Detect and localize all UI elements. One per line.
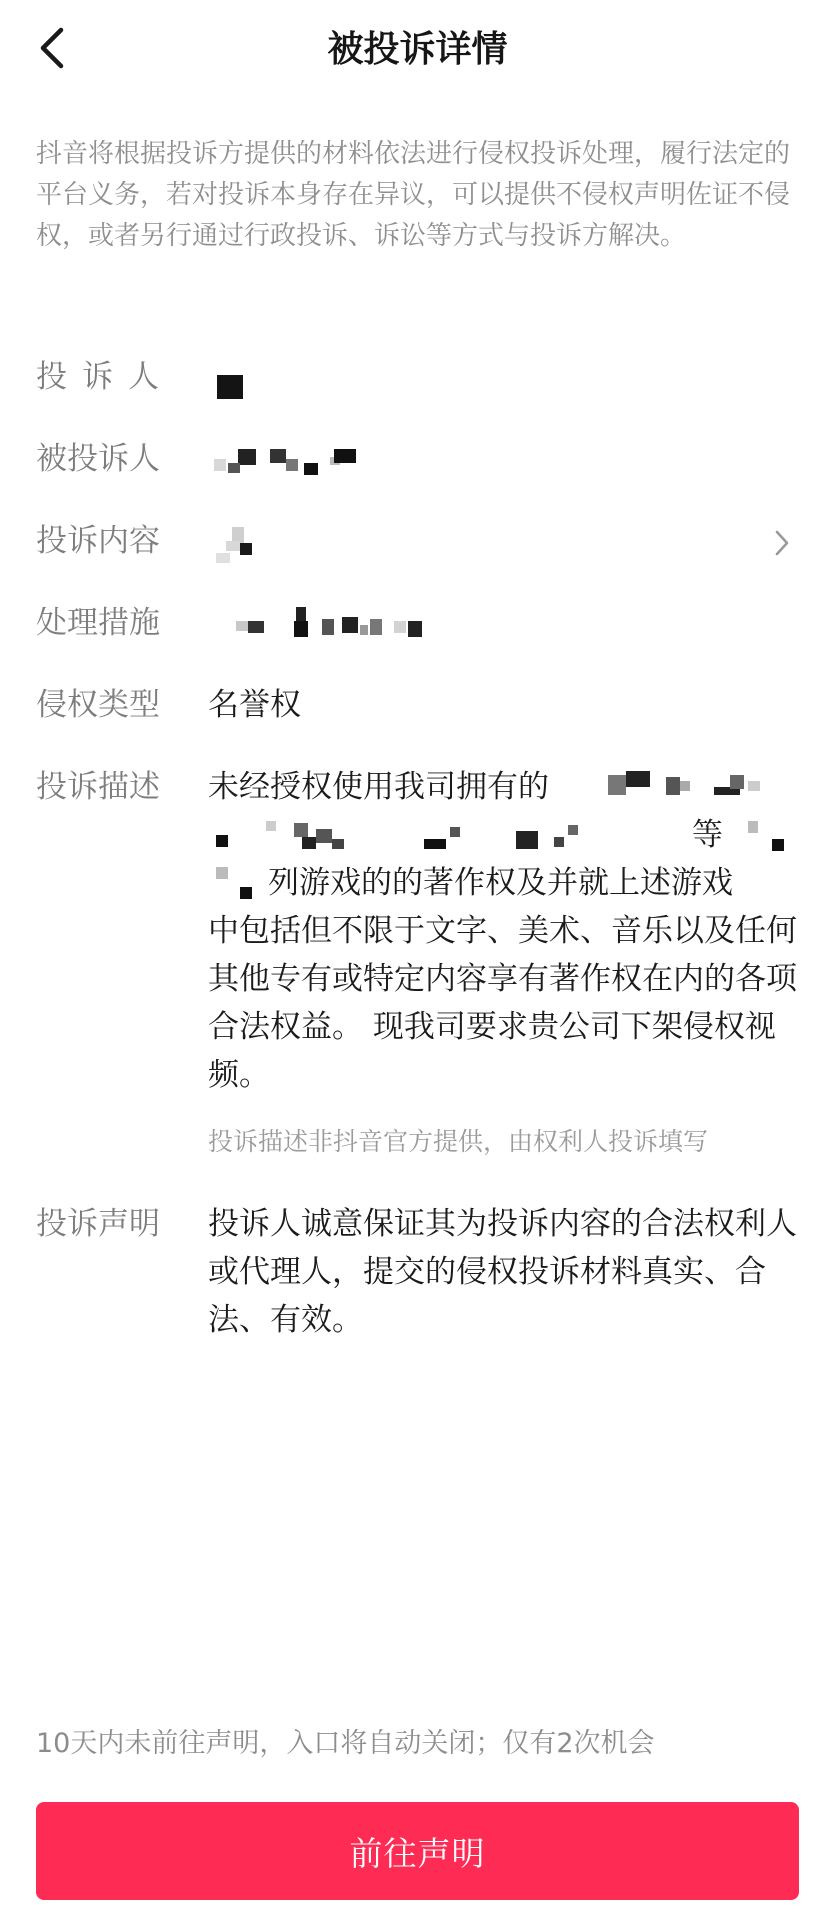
go-declare-label: 前往声明 [349, 1833, 486, 1873]
description-line-3: 列游戏的的著作权及并就上述游戏 [268, 865, 733, 901]
measures-redacted [236, 607, 456, 647]
respondent-redacted [208, 449, 428, 479]
complaint-content-row[interactable] [36, 517, 806, 569]
header-bar [0, 0, 835, 100]
description-body: 中包括但不限于文字、美术、音乐以及任何其他专有或特定内容享有著作权在内的各项合法权益。 现我司要求贵公司下架侵权视频。 [208, 913, 797, 1093]
measures-row [36, 599, 806, 647]
footer-hint: 10天内未前往声明，入口将自动关闭；仅有2次机会 [36, 1728, 655, 1759]
complaint-statement-row [36, 1200, 806, 1350]
go-declare-button[interactable] [36, 1802, 799, 1900]
complainant-label: 投诉人 [36, 359, 174, 395]
description-note: 投诉描述非抖音官方提供，由权利人投诉填写 [208, 1127, 709, 1156]
respondent-row [36, 435, 806, 483]
chevron-right-icon [770, 529, 794, 557]
infringement-type-value: 名誉权 [208, 687, 301, 723]
complainant-row [36, 353, 806, 401]
complaint-statement-label: 投诉声明 [36, 1206, 160, 1242]
complaint-description-row [36, 763, 806, 1103]
description-redacted-2b [738, 821, 798, 857]
complaint-description [208, 763, 798, 1099]
page-title: 被投诉详情 [327, 29, 508, 70]
description-redacted-3 [216, 867, 266, 907]
complaint-content-label: 投诉内容 [36, 523, 160, 559]
complaint-content-redacted [216, 527, 266, 567]
measures-label: 处理措施 [36, 605, 160, 641]
complainant-redacted [217, 373, 247, 401]
complaint-description-label: 投诉描述 [36, 769, 160, 805]
infringement-type-label: 侵权类型 [36, 687, 160, 723]
respondent-label: 被投诉人 [36, 441, 160, 477]
description-redacted-2 [216, 821, 676, 857]
description-line-1: 未经授权使用我司拥有的 [208, 769, 549, 805]
notice-text: 抖音将根据投诉方提供的材料依法进行侵权投诉处理，履行法定的平台义务，若对投诉本身存在异议，可以提供不侵权声明佐证不侵权，或者另行通过行政投诉、诉讼等方式与投诉方解决。 [36, 139, 791, 251]
complaint-statement-value: 投诉人诚意保证其为投诉内容的合法权利人或代理人，提交的侵权投诉材料真实、合法、有效。 [208, 1206, 797, 1338]
description-redacted-1 [608, 771, 798, 811]
description-line-2-tail: 等 [692, 817, 723, 853]
infringement-type-row [36, 681, 806, 729]
